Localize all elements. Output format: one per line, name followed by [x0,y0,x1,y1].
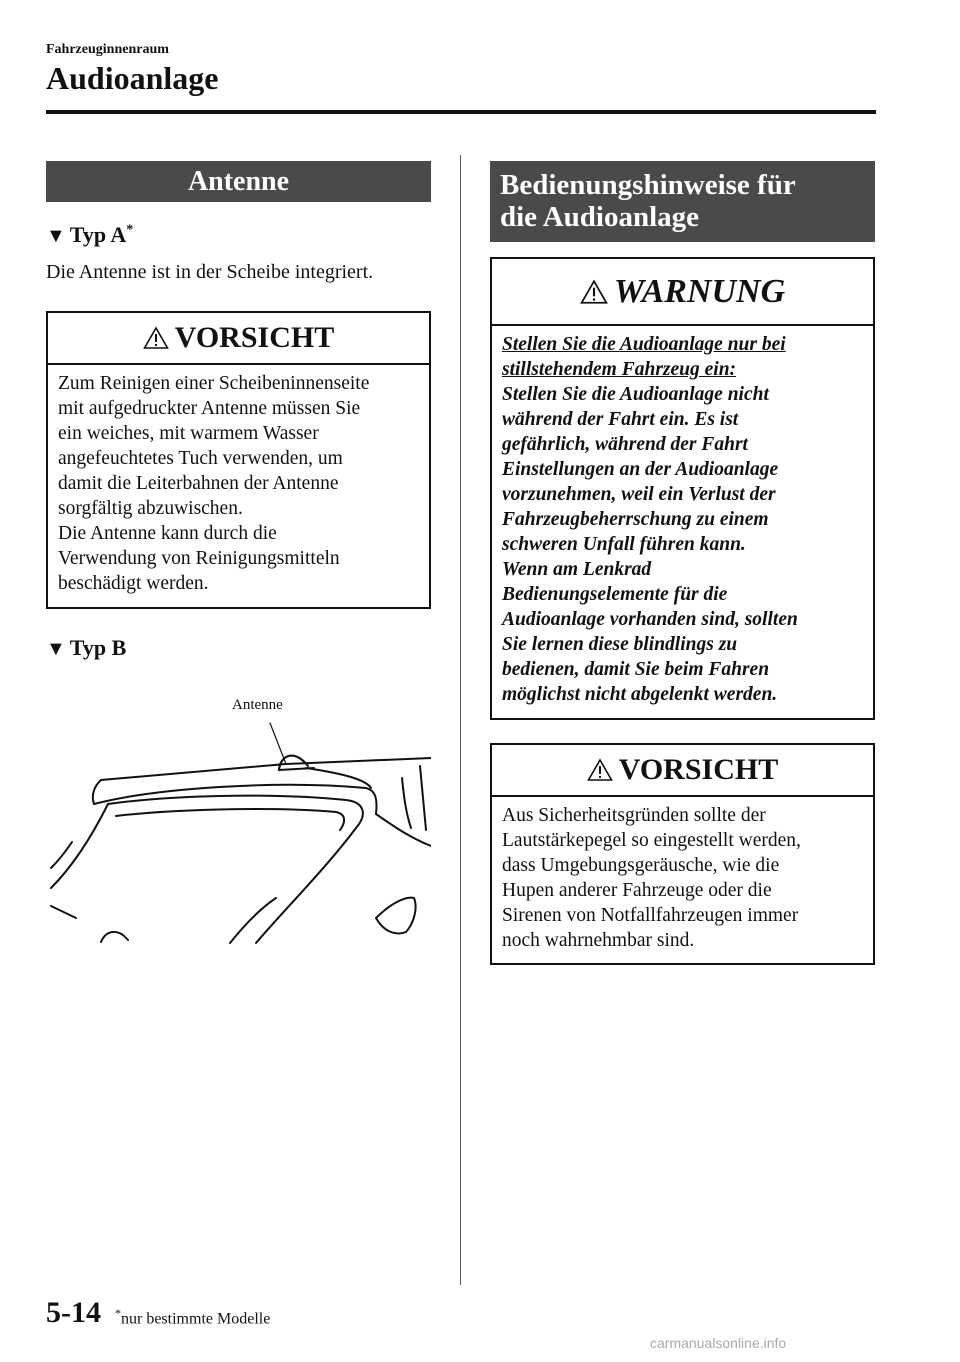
heading-line: die Audioanlage [500,201,700,233]
warning-line: gefährlich, während der Fahrt [502,434,748,455]
warning-line: Bedienungselemente für die [502,584,728,605]
warning-line: Wenn am Lenkrad [502,559,652,580]
type-a-heading [46,222,133,248]
caution-title: VORSICHT [174,321,335,354]
section-label: Fahrzeuginnenraum [46,42,169,57]
heading-line: Bedienungshinweise für [500,169,796,201]
caution-line: beschädigt werden. [58,573,209,594]
footnote [115,1306,270,1328]
figure-callout: Antenne [232,697,283,713]
warning-line-underlined: stillstehendem Fahrzeug ein: [502,359,737,380]
type-a-text: Die Antenne ist in der Scheibe integriert. [46,261,374,283]
caution-line: Sirenen von Notfallfahrzeugen immer [502,905,799,926]
warning-line: bedienen, damit Sie beim Fahren [502,659,770,680]
warning-line: möglichst nicht abgelenkt werden. [502,684,778,705]
warning-body [492,326,873,715]
warning-line-underlined: Stellen Sie die Audioanlage nur bei [502,334,786,355]
caution-line: mit aufgedruckter Antenne müssen Sie [58,398,361,419]
caution-line: sorgfältig abzuwischen. [58,498,243,519]
warning-box [490,257,875,720]
caution-line: Lautstärkepegel so eingestellt werden, [502,830,801,851]
warning-line: schweren Unfall führen kann. [502,534,746,555]
caution-box [46,311,431,609]
watermark: carmanualsonline.info [650,1335,787,1351]
caution-line: Verwendung von Reinigungsmitteln [58,548,340,569]
title-rule [46,110,876,114]
column-divider [460,155,461,1285]
warning-line: vorzunehmen, weil ein Verlust der [502,484,776,505]
triangle-down-icon: ▼ [46,225,66,247]
caution-box [490,743,875,965]
caution-line: Hupen anderer Fahrzeuge oder die [502,880,772,901]
type-a-label: Typ A [69,222,127,247]
caution-body [48,365,429,604]
page-number: 5-14 [46,1296,101,1329]
caution-line: Aus Sicherheitsgründen sollte der [502,805,766,826]
warning-header [492,259,873,326]
footnote-marker: * [126,222,134,238]
warning-line: Stellen Sie die Audioanlage nicht [502,384,769,405]
warning-line: Einstellungen an der Audioanlage [502,459,779,480]
page-title: Audioanlage [46,60,219,96]
warning-line: Audioanlage vorhanden sind, sollten [502,609,798,630]
footnote-text: nur bestimmte Modelle [121,1310,271,1328]
caution-title: VORSICHT [618,753,779,786]
warning-title: WARNUNG [613,272,786,310]
type-b-label: Typ B [69,635,127,660]
caution-line: angefeuchtetes Tuch verwenden, um [58,448,343,469]
caution-line: dass Umgebungsgeräusche, wie die [502,855,780,876]
caution-header [492,745,873,797]
warning-line: Fahrzeugbeherrschung zu einem [502,509,769,530]
caution-line: ein weiches, mit warmem Wasser [58,423,319,444]
type-b-heading [46,635,126,661]
warning-line: Sie lernen diese blindlings zu [502,634,738,655]
bedienungshinweise-heading [490,161,875,242]
footnote-marker: * [115,1306,121,1320]
caution-line: Die Antenne kann durch die [58,523,277,544]
caution-body [492,797,873,961]
caution-header [48,313,429,365]
caution-line: damit die Leiterbahnen der Antenne [58,473,339,494]
warning-triangle-icon [580,279,608,305]
triangle-down-icon: ▼ [46,638,66,660]
warning-line: während der Fahrt ein. Es ist [502,409,739,430]
antenne-heading: Antenne [46,161,431,202]
rear-window-antenna-figure [46,718,431,948]
warning-triangle-icon [587,758,613,782]
caution-line: Zum Reinigen einer Scheibeninnenseite [58,373,370,394]
warning-triangle-icon [143,326,169,350]
caution-line: noch wahrnehmbar sind. [502,930,695,951]
